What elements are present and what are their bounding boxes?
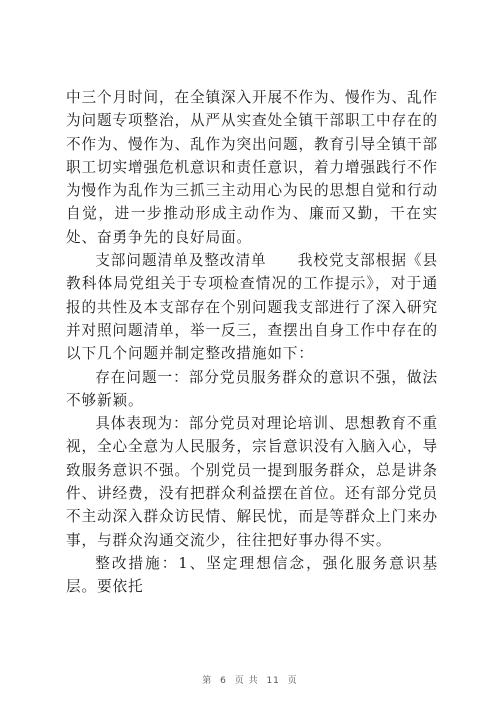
footer-suffix: 页 bbox=[287, 676, 298, 686]
footer-page-number: 6 bbox=[220, 676, 227, 686]
paragraph-issue-list: 支部问题清单及整改清单 我校党支部根据《县教科体局党组关于专项检查情况的工作提示》，对于通报的共性及本支部存在个别问题我支部进行了深入研究并对照问题清单，举一反三，查摆出自身工作中存在的以下几个问题并制定整改措施如下： bbox=[66, 252, 438, 363]
footer-middle: 页 共 bbox=[234, 676, 259, 686]
paragraph-specific-performance: 具体表现为：部分党员对理论培训、思想教育不重视，全心全意为人民服务，宗旨意识没有入脑入心，导致服务意识不强。个别党员一提到服务群众，总是讲条件、讲经费，没有把群众利益摆在首位。还有部分党员不主动深入群众访民情、解民忧，而是等群众上门来办事，与群众沟通交流少，往往把好事办得不实。 bbox=[66, 415, 438, 549]
page-footer bbox=[0, 673, 500, 686]
document-body bbox=[66, 86, 438, 599]
paragraph-rectification-measures: 整改措施：1、坚定理想信念，强化服务意识基层。要依托 bbox=[66, 554, 438, 596]
paragraph-problem-one: 存在问题一：部分党员服务群众的意识不强，做法不够新颖。 bbox=[66, 368, 438, 409]
paragraph-intro-continuation: 中三个月时间，在全镇深入开展不作为、慢作为、乱作为问题专项整治，从严从实查处全镇干部职工中存在的不作为、慢作为、乱作为突出问题，教育引导全镇干部职工切实增强危机意识和责任意识，着力增强践行不作为慢作为乱作为三抓三主动用心为民的思想自觉和行动自觉，进一步推动形成主动作为、廉而又勤，干在实处、奋勇争先的良好局面。 bbox=[66, 89, 438, 246]
footer-total-pages: 11 bbox=[266, 676, 280, 686]
footer-prefix: 第 bbox=[202, 676, 213, 686]
